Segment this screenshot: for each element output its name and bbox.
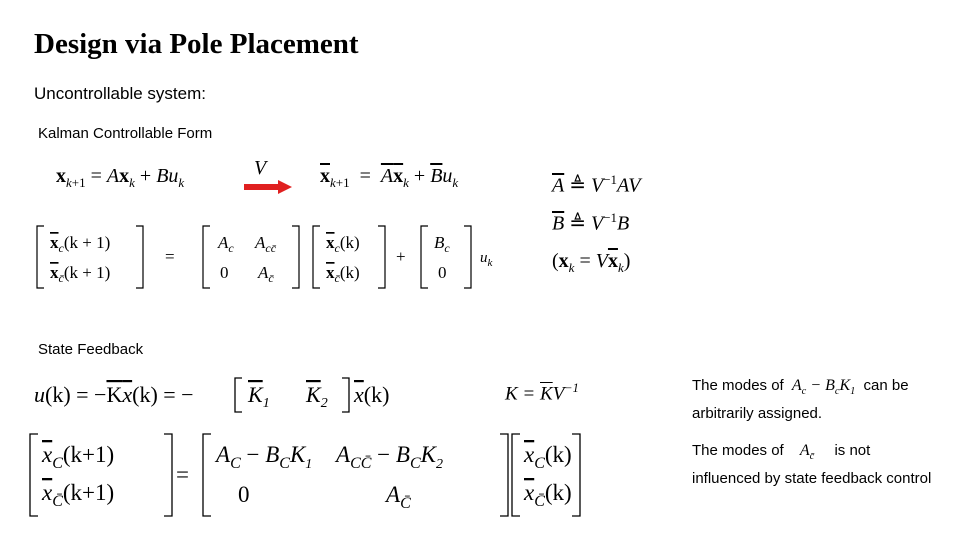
transform-arrow-icon xyxy=(244,180,292,194)
svg-text:ACC̄ − BCK2: $A_{CC̄} - B_CK_2$ xyxy=(336,442,443,472)
slide-subtitle: Uncontrollable system: xyxy=(34,84,206,103)
note2-math: $A_{c̄}$ xyxy=(787,442,815,463)
svg-text:xC̄(k): $x_{C̄}(k)$ xyxy=(524,480,572,510)
svg-text:xc̄(k): $x_{c̄}(k)$ xyxy=(326,263,360,285)
svg-text:Ac: $A_c$ xyxy=(218,233,234,255)
def-a-bar: $\overline{A}$ ≜ $V^{-1}AV$ xyxy=(552,172,641,197)
svg-text:xc(k + 1): $x_c(k + 1)$ xyxy=(50,233,111,255)
feedback-law-equation xyxy=(30,372,410,416)
kalman-form-equation xyxy=(30,222,510,292)
closed-loop-equation xyxy=(26,430,586,520)
svg-text:xC(k+1): $x_C(k+1)$ xyxy=(42,442,115,472)
note-controllable-modes xyxy=(692,375,942,425)
svg-text:AC̄: $A_{C̄}$ xyxy=(386,482,411,512)
svg-text:Acc̄: $A_{cc̄}$ xyxy=(255,233,277,255)
svg-text:=: = xyxy=(165,247,175,266)
svg-text:0: 0 xyxy=(220,263,229,282)
note-uncontrollable-modes xyxy=(692,440,942,490)
transformed-system-equation: $\overline{x}_{k+1} = \overline{A}\overline{x}_k + \overline{B}u_k$ xyxy=(320,165,459,190)
svg-text:uk: $u_k$ xyxy=(480,250,493,269)
svg-text:0: 0 xyxy=(238,482,250,507)
gain-relation: $K = \overline{K}V^{-1}$ xyxy=(505,381,579,405)
note1-math: $A_c - B_cK_1$ xyxy=(787,377,856,398)
slide-title: Design via Pole Placement xyxy=(34,28,359,60)
note2-suffix: is not influenced by state feedback control xyxy=(692,442,932,488)
svg-text:0: 0 xyxy=(438,263,447,282)
svg-text:xC̄(k+1): $x_{C̄}(k+1)$ xyxy=(42,480,115,510)
svg-text:xC(k): $x_C(k)$ xyxy=(524,442,572,472)
original-system-equation: $x_{k+1} = Ax_k + Bu_k$ xyxy=(56,165,185,190)
svg-text:u(k) = −Kx(k) = −: u(k) = −Kx(k) = − xyxy=(34,382,194,407)
note1-suffix: can be arbitrarily assigned. xyxy=(692,377,909,423)
kalman-form-label: Kalman Controllable Form xyxy=(38,125,213,142)
svg-text:x(k): x(k) xyxy=(354,382,390,407)
svg-text:xc(k): $x_c(k)$ xyxy=(326,233,360,255)
svg-text:Ac̄: $A_{c̄}$ xyxy=(258,263,274,285)
note2-prefix: The modes of xyxy=(692,442,784,459)
svg-text:xc̄(k + 1): $x_{c̄}(k + 1)$ xyxy=(50,263,111,285)
svg-text:K1: $K_1$ xyxy=(248,382,270,411)
state-feedback-label: State Feedback xyxy=(38,341,144,358)
def-b-bar: $\overline{B}$ ≜ $V^{-1}B$ xyxy=(552,210,630,235)
def-x: $(x_k = V\overline{x}_k)$ xyxy=(552,250,631,275)
transform-label: V xyxy=(254,157,267,179)
svg-text:=: = xyxy=(176,462,189,487)
svg-text:K2: $K_2$ xyxy=(306,382,328,411)
svg-text:Bc: $B_c$ xyxy=(434,233,450,255)
note1-prefix: The modes of xyxy=(692,377,784,394)
svg-text:+: + xyxy=(396,247,406,266)
svg-text:AC − BCK1: $A_C - B_CK_1$ xyxy=(216,442,313,472)
